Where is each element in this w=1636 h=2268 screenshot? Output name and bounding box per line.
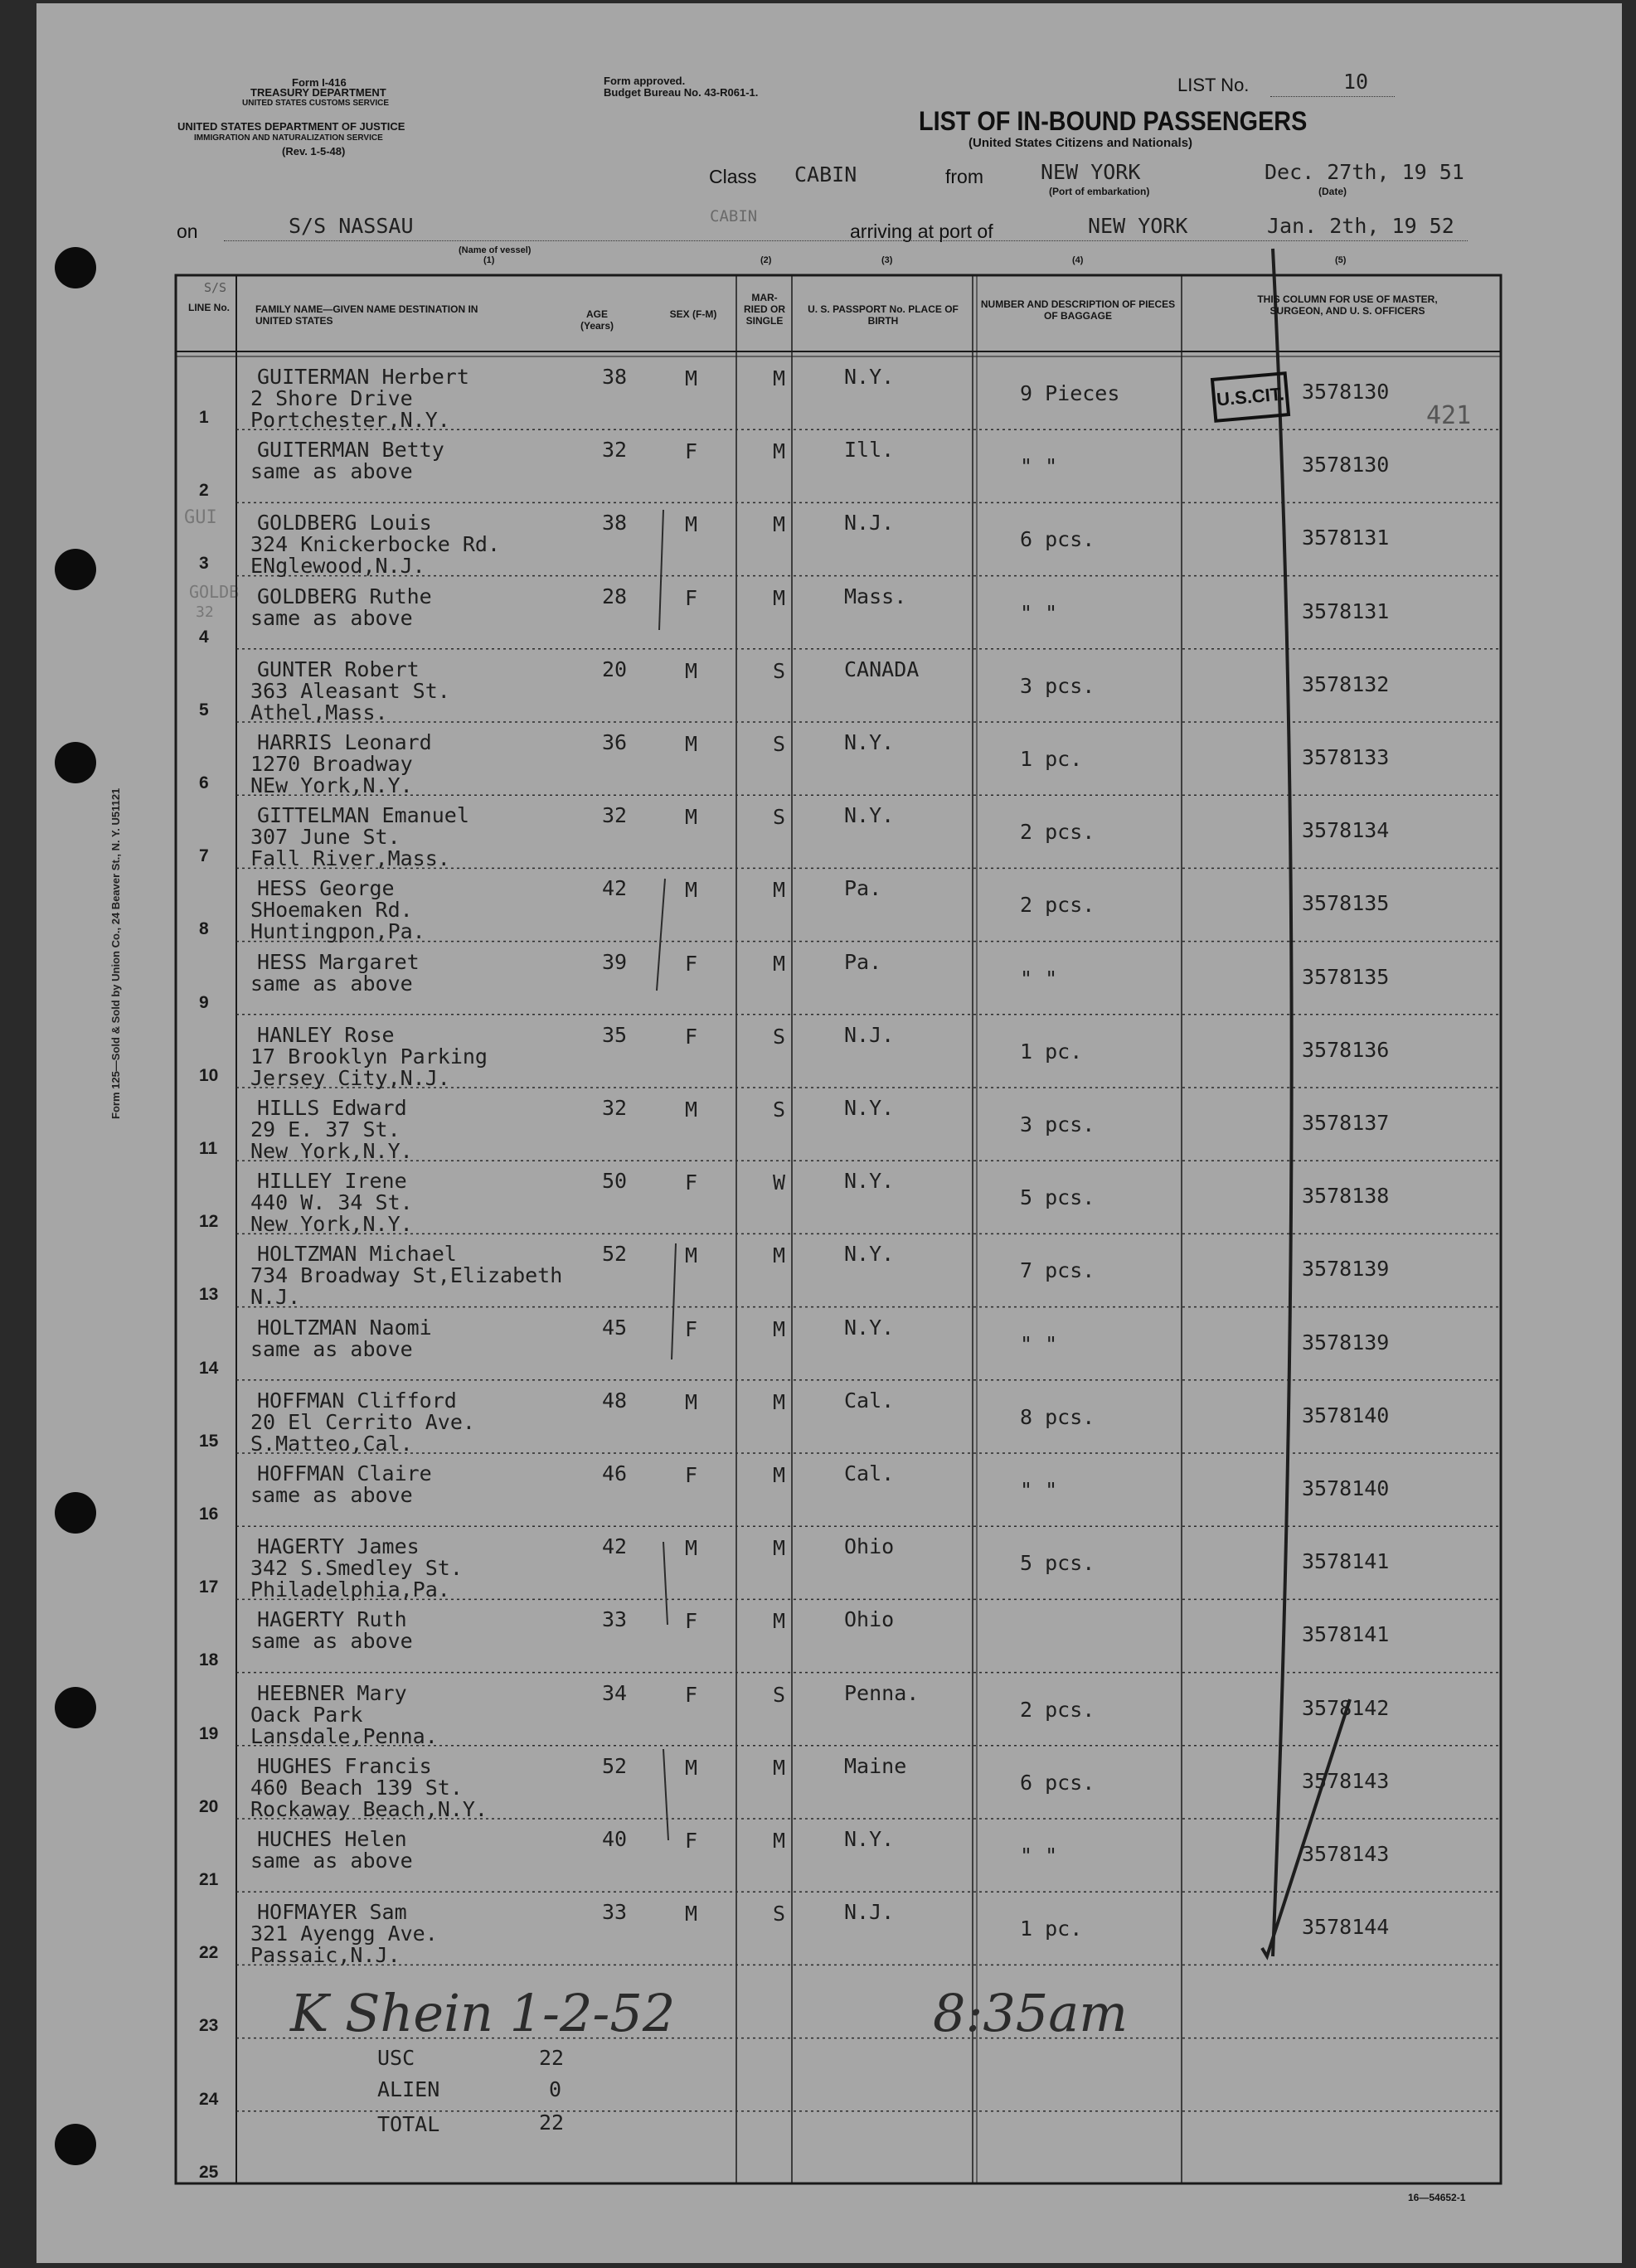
baggage-count: " " (1020, 454, 1058, 479)
address-line-1: 20 El Cerrito Ave. (250, 1409, 475, 1434)
baggage-count: 5 pcs. (1020, 1551, 1095, 1576)
vessel-col-num: (1) (483, 255, 495, 265)
baggage-count: 2 pcs. (1020, 1697, 1095, 1722)
line-number: 7 (199, 846, 209, 866)
address-line-2: Lansdale,Penna. (250, 1723, 438, 1748)
passenger-sex: M (685, 878, 698, 903)
footer-code: 16—54652-1 (1408, 2192, 1466, 2203)
address-line-2: Jersey City,N.J. (250, 1065, 450, 1090)
col-number-5: (5) (1335, 255, 1347, 265)
passenger-age: 32 (602, 803, 628, 828)
ins-service: IMMIGRATION AND NATURALIZATION SERVICE (194, 133, 383, 143)
passenger-name: HUGHES Francis (257, 1753, 432, 1778)
page-subtitle: (United States Citizens and Nationals) (968, 136, 1193, 150)
passenger-age: 46 (602, 1461, 628, 1485)
passenger-age: 28 (602, 584, 628, 608)
class-value: CABIN (794, 162, 857, 187)
marital-status: M (773, 366, 786, 390)
address-line-1: same as above (250, 971, 413, 996)
vessel-name: S/S NASSAU (289, 214, 414, 238)
passenger-sex: M (685, 732, 698, 756)
marital-status: M (773, 439, 786, 464)
from-label: from (945, 166, 983, 187)
table-row (0, 868, 1636, 944)
address-line-1: 1270 Broadway (250, 752, 413, 776)
table-row (0, 1015, 1636, 1090)
table-row (0, 1673, 1636, 1748)
line-number: 4 (199, 627, 209, 647)
baggage-count: 5 pcs. (1020, 1185, 1095, 1210)
table-row (0, 1380, 1636, 1456)
officer-number: 3578141 (1302, 1622, 1390, 1647)
marital-status: S (773, 732, 786, 756)
alien-label: ALIEN (377, 2077, 440, 2101)
address-line-2: Portchester,N.Y. (250, 408, 450, 432)
address-line-1: 460 Beach 139 St. (250, 1775, 463, 1800)
place-of-birth: Ill. (844, 438, 895, 463)
ss-mark: S/S (204, 280, 227, 295)
address-line-2: ENglewood,N.J. (250, 554, 425, 579)
place-of-birth: N.Y. (844, 1315, 895, 1340)
officer-number: 3578140 (1302, 1403, 1390, 1427)
place-of-birth: Maine (844, 1753, 907, 1778)
address-line-1: 321 Ayengg Ave. (250, 1922, 438, 1946)
line-number: 6 (199, 773, 209, 792)
embark-caption: (Port of embarkation) (1049, 186, 1150, 197)
customs-service: UNITED STATES CUSTOMS SERVICE (242, 99, 390, 108)
on-label: on (177, 220, 198, 242)
place-of-birth: Pa. (844, 949, 882, 974)
marital-status: M (773, 1536, 786, 1561)
address-line-1: same as above (250, 1483, 413, 1507)
address-line-1: same as above (250, 459, 413, 484)
address-line-1: SHoemaken Rd. (250, 898, 413, 923)
departure-date: Dec. 27th, 19 51 (1265, 160, 1464, 184)
passenger-age: 38 (602, 365, 628, 389)
passenger-age: 52 (602, 1753, 628, 1778)
us-citizen-stamp: U.S.CIT. (1211, 371, 1290, 423)
address-line-2: Philadelphia,Pa. (250, 1577, 450, 1602)
marital-status: M (773, 951, 786, 976)
address-line-1: same as above (250, 605, 413, 630)
baggage-count: " " (1020, 1478, 1058, 1502)
table-row (0, 1161, 1636, 1237)
place-of-birth: Penna. (844, 1680, 920, 1705)
passenger-name: HILLEY Irene (257, 1169, 407, 1194)
passenger-age: 48 (602, 1388, 628, 1413)
passenger-sex: F (685, 1829, 698, 1853)
place-of-birth: Cal. (844, 1461, 895, 1485)
address-line-1: 307 June St. (250, 825, 401, 850)
passenger-name: GUITERMAN Betty (257, 438, 444, 463)
passenger-age: 32 (602, 438, 628, 463)
line-number: 11 (199, 1139, 218, 1158)
passenger-name: HAGERTY Ruth (257, 1607, 407, 1632)
officer-number: 3578132 (1302, 671, 1390, 696)
baggage-count: 1 pc. (1020, 747, 1083, 771)
passenger-name: GOLDBERG Ruthe (257, 584, 432, 608)
table-row (0, 942, 1636, 1014)
address-line-2: S.Matteo,Cal. (250, 1431, 413, 1456)
passenger-name: HOLTZMAN Naomi (257, 1315, 432, 1340)
passenger-sex: F (685, 439, 698, 464)
address-line-1: 2 Shore Drive (250, 386, 413, 410)
baggage-count: 9 Pieces (1020, 381, 1120, 405)
passenger-sex: M (685, 1755, 698, 1780)
passenger-name: HUCHES Helen (257, 1827, 407, 1851)
passenger-sex: M (685, 1536, 698, 1561)
col-header-passport: U. S. PASSPORT No. PLACE OF BIRTH (808, 303, 959, 327)
passenger-age: 52 (602, 1242, 628, 1267)
line-number: 19 (199, 1723, 219, 1743)
marital-status: M (773, 512, 786, 537)
passenger-sex: F (685, 1316, 698, 1341)
officer-number: 3578133 (1302, 745, 1390, 769)
arriving-label: arriving at port of (850, 220, 993, 242)
col-header-name: FAMILY NAME—GIVEN NAME DESTINATION IN UNITED STATES (255, 303, 478, 327)
marital-status: M (773, 1243, 786, 1268)
passenger-sex: M (685, 658, 698, 683)
passenger-name: HILLS Edward (257, 1096, 407, 1120)
address-line-1: 734 Broadway St,Elizabeth (250, 1263, 563, 1288)
baggage-count: 1 pc. (1020, 1039, 1083, 1064)
table-row (0, 1965, 1636, 2037)
address-line-2: Athel,Mass. (250, 700, 388, 724)
from-value: NEW YORK (1041, 160, 1141, 184)
marital-status: M (773, 1463, 786, 1487)
address-line-1: 440 W. 34 St. (250, 1190, 413, 1215)
margin-mark: GUI (184, 507, 217, 528)
baggage-count: 8 pcs. (1020, 1404, 1095, 1429)
passenger-name: HAGERTY James (257, 1534, 420, 1559)
address-line-2: N.J. (250, 1285, 301, 1310)
address-line-2: Fall River,Mass. (250, 846, 450, 871)
address-line-2: Passaic,N.J. (250, 1943, 401, 1968)
marital-status: M (773, 1316, 786, 1341)
passenger-age: 45 (602, 1315, 628, 1340)
vessel-caption: (Name of vessel) (459, 245, 532, 255)
usc-value: 22 (539, 2046, 565, 2070)
officer-number: 3578135 (1302, 891, 1390, 916)
usc-label: USC (377, 2046, 415, 2070)
baggage-count: 3 pcs. (1020, 1112, 1095, 1136)
col-header-sex: SEX (F-M) (669, 308, 717, 320)
form-number: Form I-416 (292, 76, 347, 89)
col-header-line: LINE No. (188, 302, 230, 313)
baggage-count: " " (1020, 600, 1058, 625)
marital-status: S (773, 1024, 786, 1049)
passenger-sex: M (685, 1098, 698, 1122)
margin-mark: 32 (196, 603, 214, 621)
table-row (0, 649, 1636, 724)
table-row (0, 795, 1636, 871)
place-of-birth: Mass. (844, 584, 907, 608)
table-row (0, 576, 1636, 648)
marital-status: S (773, 1902, 786, 1926)
line-number: 16 (199, 1505, 219, 1524)
passenger-name: HOFMAYER Sam (257, 1900, 407, 1925)
address-line-1: 342 S.Smedley St. (250, 1556, 463, 1581)
address-line-1: same as above (250, 1849, 413, 1873)
officer-number: 3578144 (1302, 1915, 1390, 1940)
address-line-1: 363 Aleasant St. (250, 678, 450, 703)
passenger-sex: F (685, 1609, 698, 1634)
table-row (0, 1088, 1636, 1163)
officer-number: 3578130 (1302, 380, 1390, 404)
col-number-4: (4) (1072, 255, 1084, 265)
line-number: 21 (199, 1870, 219, 1889)
address-line-2: New York,N.Y. (250, 1212, 413, 1237)
line-number: 17 (199, 1577, 219, 1597)
baggage-count: 3 pcs. (1020, 673, 1095, 698)
passenger-name: HESS George (257, 876, 395, 901)
baggage-count: " " (1020, 1844, 1058, 1868)
table-row (0, 1453, 1636, 1525)
line-number: 20 (199, 1796, 219, 1816)
class-label: Class (709, 166, 757, 187)
table-row (0, 1819, 1636, 1891)
passenger-sex: F (685, 1682, 698, 1707)
officer-number: 3578131 (1302, 526, 1390, 550)
passenger-age: 38 (602, 511, 628, 536)
place-of-birth: CANADA (844, 657, 920, 681)
table-row (0, 1746, 1636, 1821)
passenger-age: 42 (602, 1534, 628, 1559)
passenger-sex: F (685, 585, 698, 610)
marital-status: M (773, 1609, 786, 1634)
line-number: 22 (199, 1943, 219, 1963)
officer-number: 3578143 (1302, 1768, 1390, 1793)
budget-bureau: Budget Bureau No. 43-R061-1. (604, 86, 759, 99)
officer-number: 3578137 (1302, 1111, 1390, 1135)
passenger-age: 40 (602, 1827, 628, 1851)
place-of-birth: N.Y. (844, 365, 895, 389)
revision: (Rev. 1-5-48) (282, 145, 346, 158)
address-line-1: same as above (250, 1336, 413, 1361)
table-row (0, 429, 1636, 502)
table-row (0, 1233, 1636, 1310)
place-of-birth: N.J. (844, 511, 895, 536)
line-number: 23 (199, 2016, 219, 2036)
marital-status: S (773, 658, 786, 683)
officer-number: 3578130 (1302, 453, 1390, 477)
passenger-name: GUITERMAN Herbert (257, 365, 469, 389)
place-of-birth: Pa. (844, 876, 882, 901)
line-number: 14 (199, 1358, 219, 1378)
col-number-3: (3) (881, 255, 893, 265)
passenger-age: 36 (602, 730, 628, 754)
place-of-birth: Ohio (844, 1534, 895, 1559)
col-header-baggage: NUMBER AND DESCRIPTION OF PIECES OF BAGGAGE (980, 298, 1176, 322)
passenger-name: HOFFMAN Clifford (257, 1388, 457, 1413)
address-line-1: 29 E. 37 St. (250, 1117, 401, 1141)
marital-status: M (773, 1389, 786, 1414)
baggage-count: 2 pcs. (1020, 893, 1095, 918)
place-of-birth: N.J. (844, 1900, 895, 1925)
total-value: 22 (539, 2110, 565, 2135)
officer-number: 3578140 (1302, 1476, 1390, 1500)
address-line-2: Huntingpon,Pa. (250, 919, 425, 944)
place-of-birth: N.Y. (844, 730, 895, 754)
total-label: TOTAL (377, 2112, 440, 2136)
stamp-number: 421 (1426, 401, 1472, 430)
place-of-birth: N.Y. (844, 1242, 895, 1267)
form-approved: Form approved. (604, 75, 686, 87)
officer-number: 3578136 (1302, 1037, 1390, 1062)
passenger-name: GUNTER Robert (257, 657, 420, 681)
baggage-count: 6 pcs. (1020, 527, 1095, 552)
justice-dept: UNITED STATES DEPARTMENT OF JUSTICE (177, 120, 405, 133)
address-line-1: 17 Brooklyn Parking (250, 1044, 488, 1069)
officer-number: 3578139 (1302, 1257, 1390, 1282)
marital-status: S (773, 1682, 786, 1707)
passenger-sex: M (685, 512, 698, 537)
officer-number: 3578135 (1302, 964, 1390, 989)
inspection-time: 8:35am (933, 1983, 1128, 2043)
marital-status: M (773, 1829, 786, 1853)
line-number: 9 (199, 992, 209, 1012)
date-caption: (Date) (1318, 186, 1347, 197)
baggage-count: 1 pc. (1020, 1917, 1083, 1941)
passenger-name: HANLEY Rose (257, 1022, 395, 1047)
col-header-age: AGE (Years) (580, 308, 614, 332)
passenger-sex: M (685, 366, 698, 390)
passenger-name: GITTELMAN Emanuel (257, 803, 469, 828)
col-number-2: (2) (760, 255, 772, 265)
table-row (0, 1526, 1636, 1602)
table-row (0, 1307, 1636, 1379)
officer-number: 3578139 (1302, 1330, 1390, 1354)
passenger-sex: M (685, 1902, 698, 1926)
passenger-age: 20 (602, 657, 628, 681)
passenger-age: 32 (602, 1096, 628, 1120)
passenger-sex: M (685, 1243, 698, 1268)
line-number: 2 (199, 481, 209, 501)
baggage-count: 7 pcs. (1020, 1258, 1095, 1283)
line-number: 15 (199, 1431, 219, 1451)
place-of-birth: N.Y. (844, 1169, 895, 1194)
marital-status: M (773, 585, 786, 610)
line-number: 18 (199, 1650, 219, 1670)
address-line-1: same as above (250, 1629, 413, 1654)
address-line-2: Rockaway Beach,N.Y. (250, 1796, 488, 1821)
address-line-2: NEw York,N.Y. (250, 773, 413, 797)
baggage-count: 6 pcs. (1020, 1770, 1095, 1795)
place-of-birth: N.Y. (844, 1827, 895, 1851)
address-line-1: Oack Park (250, 1702, 363, 1727)
marital-status: S (773, 805, 786, 830)
passenger-age: 35 (602, 1022, 628, 1047)
line-number: 5 (199, 700, 209, 720)
place-of-birth: N.J. (844, 1022, 895, 1047)
passenger-sex: F (685, 1024, 698, 1049)
col-header-married: MAR- RIED OR SINGLE (743, 292, 785, 327)
passenger-name: HEEBNER Mary (257, 1680, 407, 1705)
address-line-1: 324 Knickerbocke Rd. (250, 532, 501, 557)
passenger-sex: M (685, 805, 698, 830)
passenger-age: 50 (602, 1169, 628, 1194)
place-of-birth: Cal. (844, 1388, 895, 1413)
margin-mark: GOLDB (189, 582, 240, 602)
passenger-name: HARRIS Leonard (257, 730, 432, 754)
arrival-date: Jan. 2th, 19 52 (1267, 214, 1454, 238)
table-row (0, 722, 1636, 797)
baggage-count: 2 pcs. (1020, 820, 1095, 845)
cabin-stamp: CABIN (710, 207, 758, 225)
officer-number: 3578134 (1302, 818, 1390, 843)
officer-number: 3578141 (1302, 1549, 1390, 1574)
table-row (0, 502, 1636, 579)
marital-status: M (773, 1755, 786, 1780)
place-of-birth: Ohio (844, 1607, 895, 1632)
treasury-dept: TREASURY DEPARTMENT (250, 86, 386, 99)
table-row (0, 1599, 1636, 1671)
margin-imprint: Form 125—Sold & Sold by Union Co., 24 Beaver St., N. Y. U51121 (109, 788, 122, 1119)
passenger-name: HOLTZMAN Michael (257, 1242, 457, 1267)
table-row (0, 2038, 1636, 2110)
passenger-sex: F (685, 951, 698, 976)
passenger-name: GOLDBERG Louis (257, 511, 432, 536)
passenger-age: 42 (602, 876, 628, 901)
passenger-sex: F (685, 1463, 698, 1487)
baggage-count: " " (1020, 966, 1058, 991)
officer-number: 3578143 (1302, 1842, 1390, 1866)
line-number: 1 (199, 408, 209, 427)
table-row (0, 2111, 1636, 2183)
passenger-age: 33 (602, 1900, 628, 1925)
passenger-name: HESS Margaret (257, 949, 420, 974)
marital-status: S (773, 1098, 786, 1122)
line-number: 8 (199, 919, 209, 939)
passenger-sex: M (685, 1389, 698, 1414)
line-number: 10 (199, 1065, 219, 1085)
page-title: LIST OF IN-BOUND PASSENGERS (919, 106, 1308, 136)
officer-number: 3578142 (1302, 1695, 1390, 1720)
passenger-age: 33 (602, 1607, 628, 1632)
baggage-count: " " (1020, 1331, 1058, 1356)
passenger-age: 39 (602, 949, 628, 974)
place-of-birth: N.Y. (844, 1096, 895, 1120)
table-row (0, 356, 1636, 432)
inspector-signature: K Shein 1-2-52 (290, 1983, 676, 2043)
col-header-officers: THIS COLUMN FOR USE OF MASTER, SURGEON, AND U. S. OFFICERS (1257, 293, 1438, 317)
marital-status: M (773, 878, 786, 903)
passenger-age: 34 (602, 1680, 628, 1705)
line-number: 3 (199, 554, 209, 574)
alien-value: 0 (549, 2077, 562, 2101)
line-number: 25 (199, 2162, 219, 2182)
line-number: 13 (199, 1285, 219, 1305)
arrival-port: NEW YORK (1088, 214, 1188, 238)
marital-status: W (773, 1170, 786, 1195)
officer-number: 3578131 (1302, 598, 1390, 623)
officer-number: 3578138 (1302, 1184, 1390, 1209)
passenger-sex: F (685, 1170, 698, 1195)
list-number: 10 (1343, 70, 1369, 94)
passenger-name: HOFFMAN Claire (257, 1461, 432, 1485)
place-of-birth: N.Y. (844, 803, 895, 828)
list-label: LIST No. (1177, 75, 1250, 95)
address-line-2: New York,N.Y. (250, 1139, 413, 1163)
line-number: 24 (199, 2089, 219, 2109)
table-row (0, 1892, 1636, 1968)
line-number: 12 (199, 1212, 219, 1232)
